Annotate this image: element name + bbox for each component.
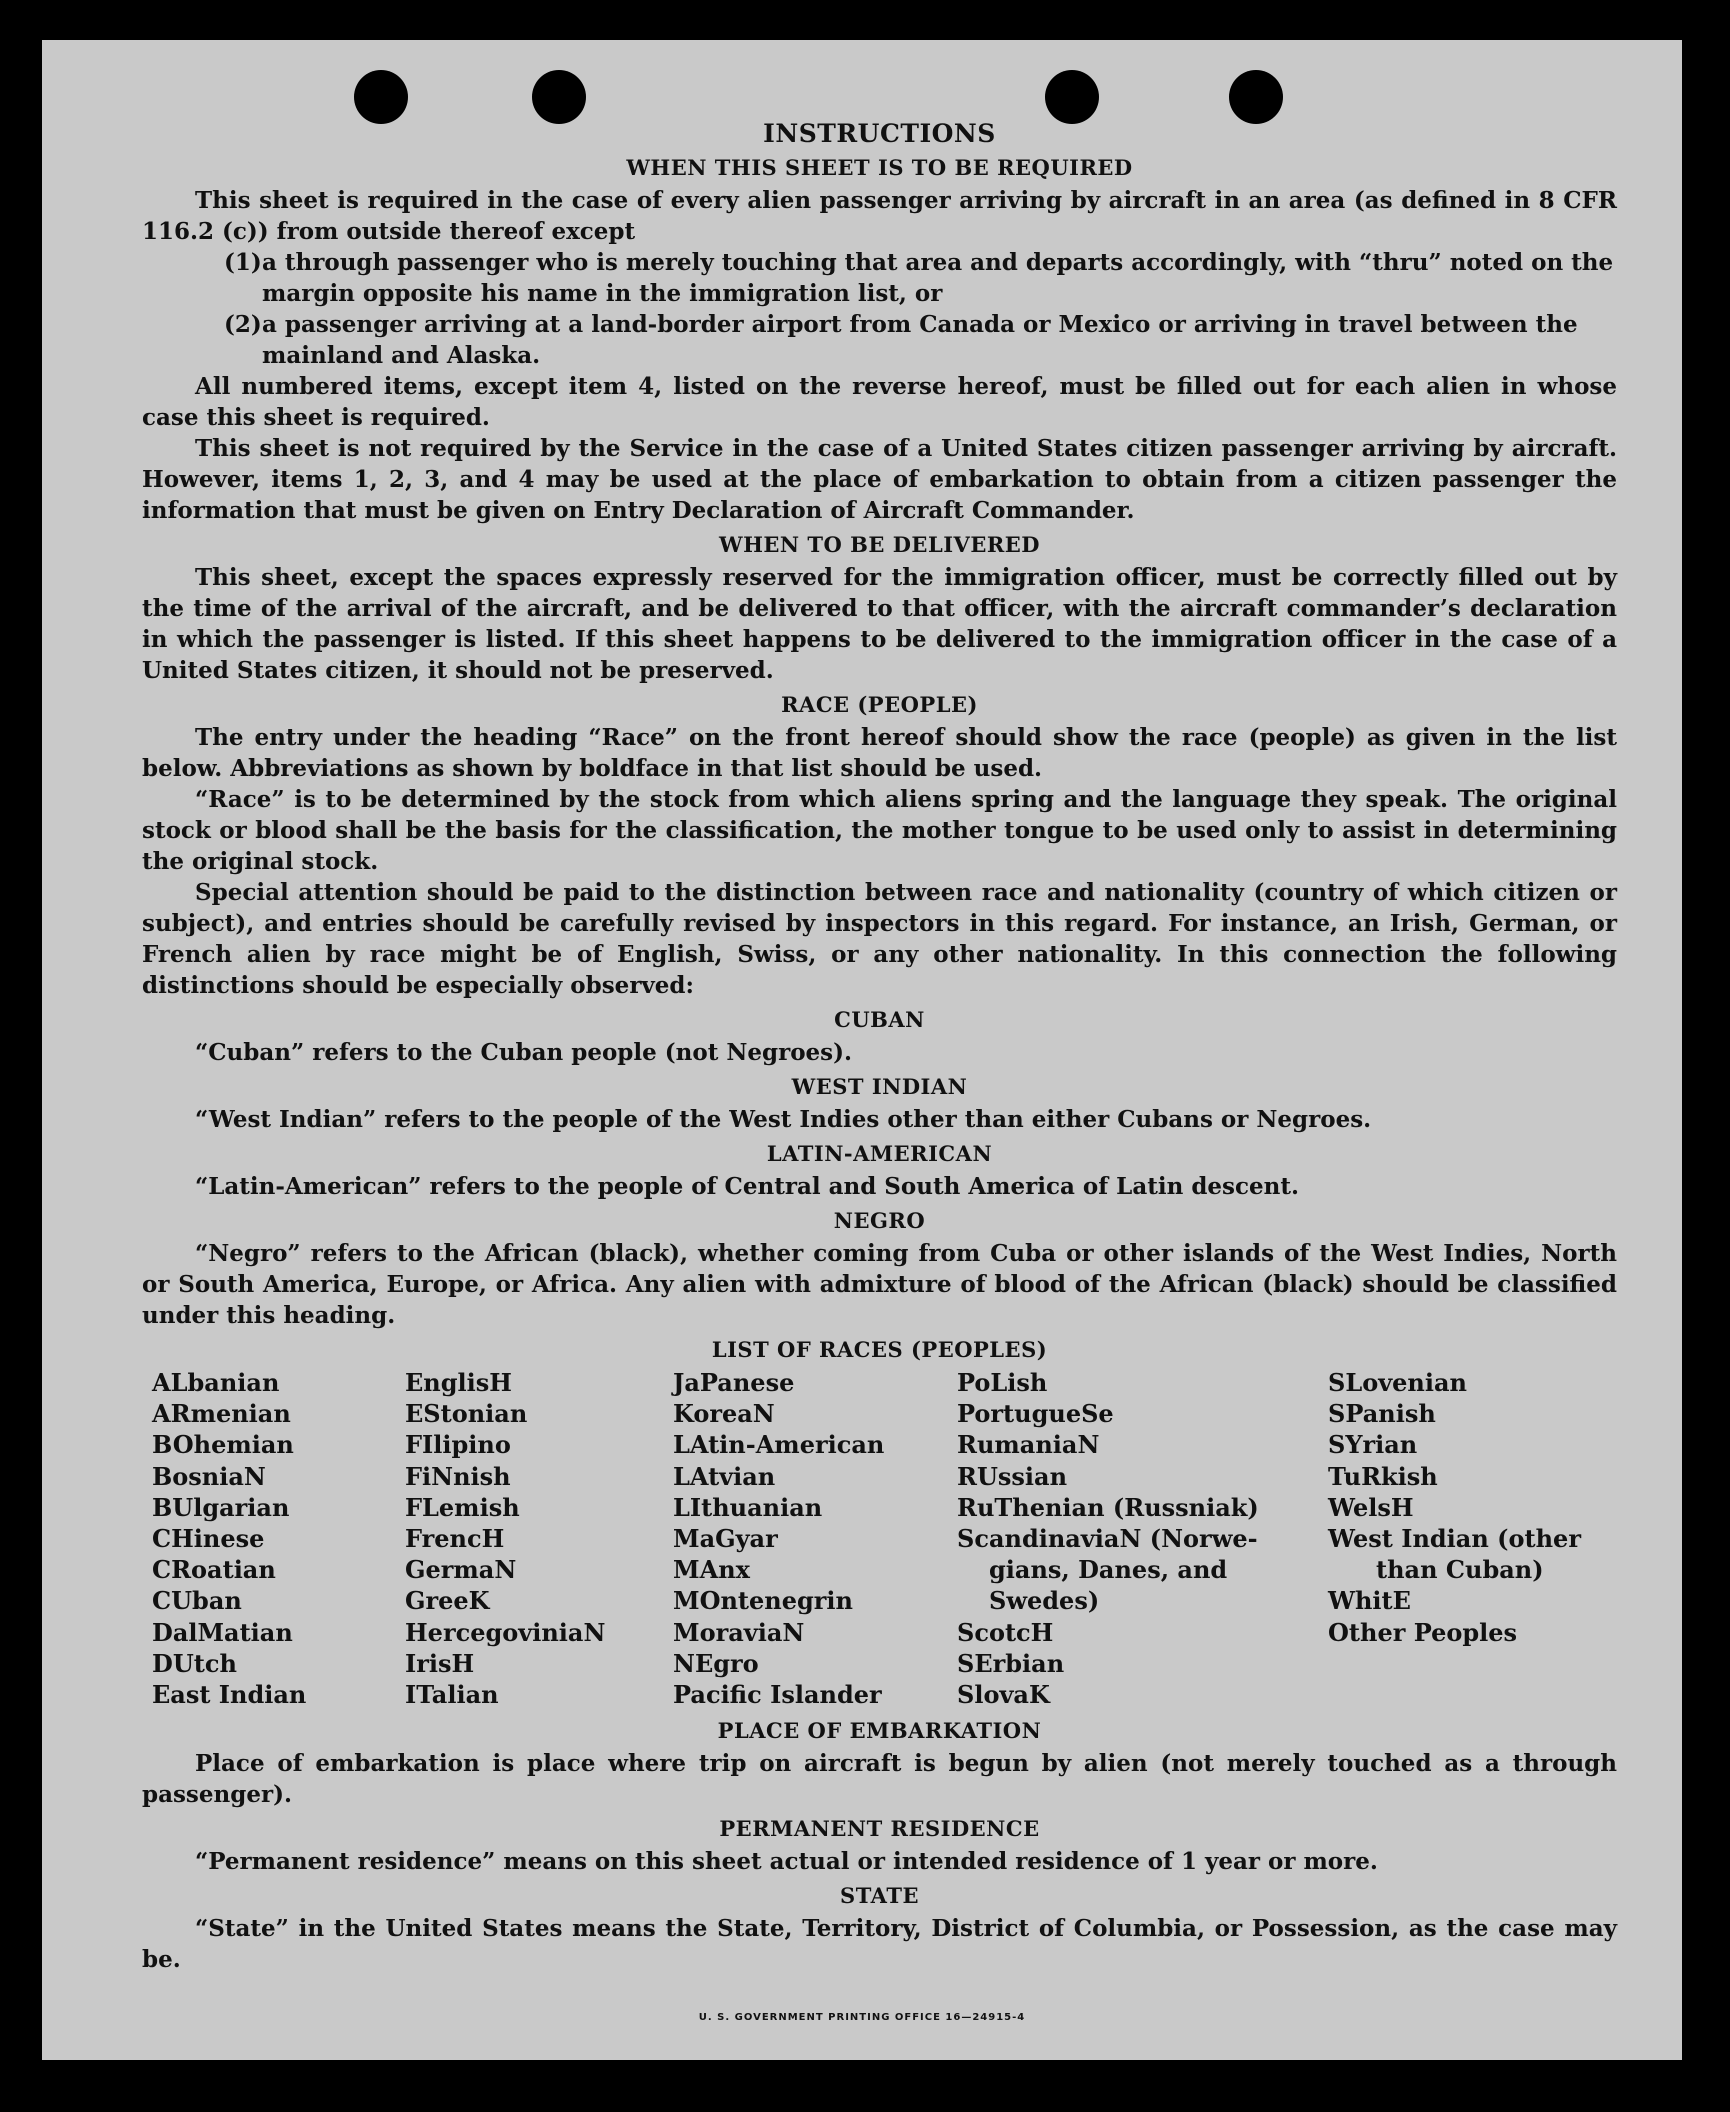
heading-race: RACE (PEOPLE)	[781, 692, 978, 717]
heading-when-delivered: WHEN TO BE DELIVERED	[718, 532, 1040, 557]
item-number: (2)	[224, 311, 262, 338]
list-item: GreeK	[405, 1586, 490, 1616]
list-item: BUlgarian	[152, 1492, 290, 1522]
heading-place-of-embarkation: PLACE OF EMBARKATION	[717, 1718, 1042, 1743]
list-item: TuRkish	[1328, 1461, 1438, 1491]
list-item: FLemish	[405, 1492, 520, 1522]
list-item: SLovenian	[1328, 1368, 1467, 1397]
list-item: BOhemian	[152, 1430, 294, 1460]
races-column	[152, 1367, 306, 1710]
list-item: IrisH	[405, 1648, 475, 1678]
list-item: DUtch	[152, 1648, 237, 1678]
list-item: FIlipino	[405, 1430, 511, 1460]
paragraph: “Race” is to be determined by the stock from which aliens spring and the language they speak. The original stock or blood shall be the basis for the classification, the mother tongue to be used only to assist in determining the original stock.	[142, 786, 1617, 875]
paragraph: “Latin-American” refers to the people of Central and South America of Latin descent.	[195, 1173, 1299, 1200]
list-item: ITalian	[405, 1680, 499, 1710]
paragraph: “Negro” refers to the African (black), whether coming from Cuba or other islands of the West Indies, North or South America, Europe, or Africa. Any alien with admixture of blood of the African (black) should be classified under this heading.	[142, 1240, 1617, 1329]
list-item: CHinese	[152, 1524, 265, 1554]
list-item: DalMatian	[152, 1617, 293, 1647]
heading-west-indian: WEST INDIAN	[791, 1074, 968, 1099]
list-item: WhitE	[1328, 1586, 1411, 1616]
item-text: a through passenger who is merely touching that area and departs accordingly, with “thru” noted on the margin opposite his name in the immigration list, or	[262, 249, 1614, 307]
paragraph: Special attention should be paid to the distinction between race and nationality (country of which citizen or subject), and entries should be carefully revised by inspectors in this regard. For instance, an Irish, German, or French alien by race might be of English, Swiss, or any other nationality. In this connection the following distinctions should be especially observed:	[142, 879, 1617, 999]
races-column	[957, 1367, 1259, 1710]
list-item: ALbanian	[152, 1368, 280, 1397]
paragraph: “Permanent residence” means on this sheet actual or intended residence of 1 year or more.	[195, 1848, 1378, 1875]
list-item: East Indian	[152, 1680, 307, 1710]
paragraph: All numbered items, except item 4, listed on the reverse hereof, must be filled out for each alien in whose case this sheet is required.	[142, 373, 1617, 431]
paragraph: Place of embarkation is place where trip on aircraft is begun by alien (not merely touched as a through passenger).	[142, 1750, 1617, 1808]
list-item: EStonian	[405, 1399, 528, 1429]
list-item	[142, 309, 1617, 371]
list-item: ScotcH	[957, 1617, 1054, 1647]
list-item: EnglisH	[405, 1368, 512, 1397]
paragraph: “Cuban” refers to the Cuban people (not Negroes).	[195, 1039, 853, 1066]
heading-negro: NEGRO	[833, 1208, 926, 1233]
paragraph: The entry under the heading “Race” on the front hereof should show the race (people) as given in the list below. Abbreviations as shown by boldface in that list should be used.	[142, 724, 1617, 782]
heading-when-required: WHEN THIS SHEET IS TO BE REQUIRED	[626, 155, 1133, 180]
heading-permanent-residence: PERMANENT RESIDENCE	[719, 1816, 1040, 1841]
heading-cuban: CUBAN	[834, 1007, 925, 1032]
punch-hole	[532, 70, 586, 124]
list-item: FrencH	[405, 1524, 505, 1554]
list-item: PoLish	[957, 1368, 1048, 1397]
list-item: NEgro	[673, 1648, 759, 1678]
list-item: SYrian	[1328, 1430, 1418, 1460]
heading-list-of-races: LIST OF RACES (PEOPLES)	[711, 1337, 1048, 1362]
list-item	[142, 247, 1617, 309]
punch-hole	[1229, 70, 1283, 124]
list-item: SPanish	[1328, 1399, 1436, 1429]
heading-latin-american: LATIN-AMERICAN	[766, 1141, 993, 1166]
paragraph: “State” in the United States means the State, Territory, District of Columbia, or Possession, as the case may be.	[142, 1915, 1617, 1973]
list-item: Pacific Islander	[673, 1680, 882, 1710]
list-item: MoraviaN	[673, 1617, 805, 1647]
list-item: Other Peoples	[1328, 1617, 1518, 1647]
list-item: HercegoviniaN	[405, 1617, 606, 1647]
paragraph: This sheet, except the spaces expressly reserved for the immigration officer, must be correctly filled out by the time of the arrival of the aircraft, and be delivered to that officer, with the aircraft commander’s declaration in which the passenger is listed. If this sheet happens to be delivered to the immigration officer in the case of a United States citizen, it should not be preserved.	[142, 564, 1617, 684]
list-item: FiNnish	[405, 1461, 511, 1491]
item-number: (1)	[224, 249, 262, 276]
races-column	[673, 1367, 884, 1710]
list-item: ARmenian	[152, 1399, 291, 1429]
list-item: SlovaK	[957, 1680, 1050, 1710]
paragraph: “West Indian” refers to the people of the West Indies other than either Cubans or Negroes.	[195, 1106, 1372, 1133]
paragraph: This sheet is not required by the Service in the case of a United States citizen passenger arriving by aircraft. However, items 1, 2, 3, and 4 may be used at the place of embarkation to obtain from a citizen passenger the information that must be given on Entry Declaration of Aircraft Commander.	[142, 435, 1617, 524]
page-title: INSTRUCTIONS	[763, 119, 996, 148]
list-item: RuThenian (Russniak)	[957, 1492, 1259, 1522]
list-item: MaGyar	[673, 1524, 778, 1554]
document-sheet	[42, 40, 1682, 2060]
paragraph: This sheet is required in the case of every alien passenger arriving by aircraft in an area (as defined in 8 CFR 116.2 (c)) from outside thereof except	[142, 187, 1617, 245]
list-item: LIthuanian	[673, 1492, 823, 1522]
list-item: LAtin-American	[673, 1430, 885, 1460]
list-item: CRoatian	[152, 1555, 276, 1585]
races-column	[405, 1367, 605, 1710]
races-list	[142, 1367, 1617, 1712]
races-column	[1328, 1367, 1581, 1648]
item-text: a passenger arriving at a land-border airport from Canada or Mexico or arriving in travel between the mainland and Alaska.	[262, 311, 1578, 369]
list-item: SErbian	[957, 1648, 1065, 1678]
list-item: West Indian (other	[1328, 1524, 1581, 1554]
list-item: CUban	[152, 1586, 242, 1616]
list-item: than Cuban)	[1376, 1555, 1544, 1585]
printing-office-footer: U. S. GOVERNMENT PRINTING OFFICE 16—24915-4	[698, 2012, 1026, 2023]
list-item: PortugueSe	[957, 1399, 1114, 1429]
list-item: Swedes)	[989, 1586, 1100, 1616]
list-item: JaPanese	[673, 1368, 795, 1397]
list-item: WelsH	[1328, 1492, 1414, 1522]
punch-hole	[1045, 70, 1099, 124]
list-item: ScandinaviaN (Norwe-	[957, 1524, 1258, 1554]
list-item: KoreaN	[673, 1399, 775, 1429]
instructions-body	[142, 118, 1617, 1975]
list-item: BosniaN	[152, 1461, 266, 1491]
list-item: MAnx	[673, 1555, 750, 1585]
list-item: GermaN	[405, 1555, 517, 1585]
list-item: RUssian	[957, 1461, 1068, 1491]
punch-hole	[354, 70, 408, 124]
list-item: gians, Danes, and	[989, 1555, 1228, 1585]
list-item: MOntenegrin	[673, 1586, 853, 1616]
list-item: LAtvian	[673, 1461, 776, 1491]
heading-state: STATE	[840, 1883, 919, 1908]
list-item: RumaniaN	[957, 1430, 1100, 1460]
